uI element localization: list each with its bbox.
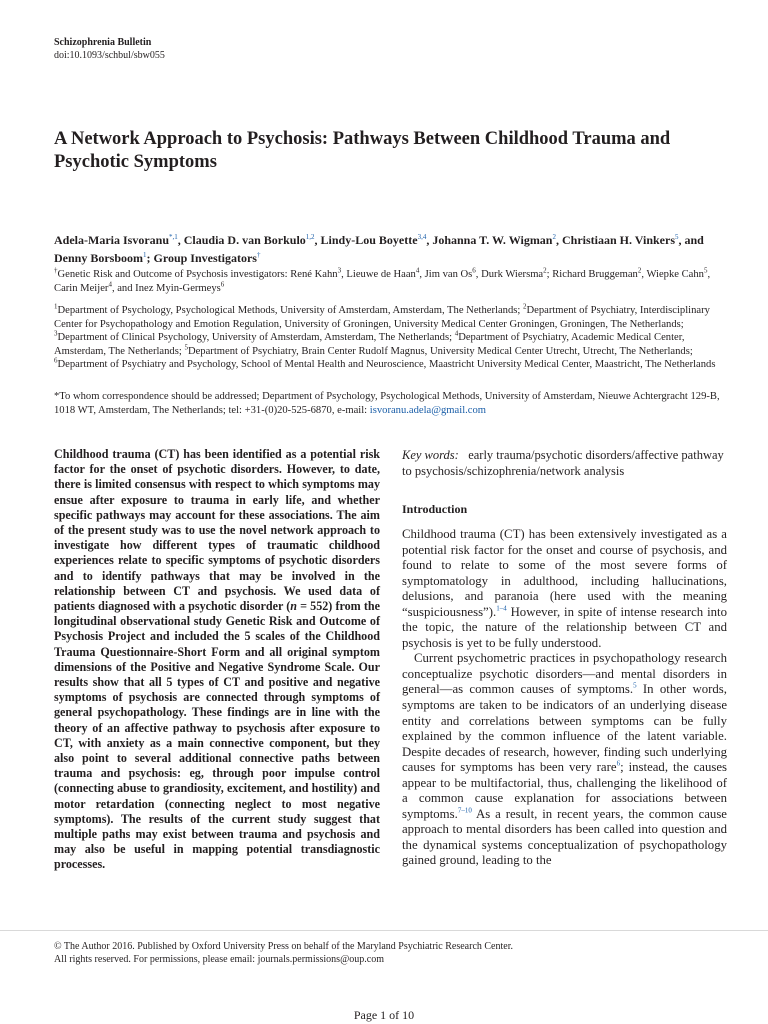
- copyright-notice: © The Author 2016. Published by Oxford University Press on behalf of the Maryland Psychiatric Research Center. All rights reserved. For permissions, please email: journals.permissions@oup.com: [54, 941, 513, 965]
- author-name: , and Denny Borsboom: [54, 233, 704, 265]
- author-affil-link[interactable]: 2: [552, 233, 556, 241]
- paragraph: Current psychometric practices in psychopathology research conceptualize psychotic disorders—and mental disorders in general—as common causes of symptoms.$^5$ In other words, symptoms are taken to be indicators of an underlying disease entity and correlations between symptoms can be fully explained by the common influence of the latent variable. Despite decades of research, however, finding such underlying causes for symptoms has been very rare$^6$; instead, the causes appear to be multifactorial, thus, challenging the likelihood of a common cause explanation for associations between symptoms.$^{7-10}$ As a result, in recent years, the common cause approach to mental disorders has been called into question and the dynamical systems conceptualization of psychopathology gained ground, leading to the: [402, 651, 727, 868]
- reference-link[interactable]: 1–4: [496, 604, 507, 613]
- correspondence: *To whom correspondence should be addressed; Department of Psychology, Psychological Methods, University of Amsterdam, Nieuwe Achtergracht 129-B, 1018 WT, Amsterdam, The Netherlands; tel: +31-(0)20-525-6870, e-mail: isvoranu.adela@gmail.com: [54, 391, 720, 416]
- abstract: Childhood trauma (CT) has been identified as a potential risk factor for the onset of psychotic disorders. However, to date, there is limited consensus with respect to which symptoms may ensue after exposure to trauma in early life, and whether specific pathways may account for these associations. The aim of the present study was to use the novel network approach to investigate how different types of traumatic childhood experiences relate to specific symptoms of psychotic disorders and to identify pathways that may be involved in the relationship between CT and psychosis. We used data of patients diagnosed with a psychotic disorder (n = 552) from the longitudinal observational study Genetic Risk and Outcome of Psychosis Project and included the 5 scales of the Childhood Trauma Questionnaire-Short Form and all original symptom dimensions of the Positive and Negative Syndrome Scale. Our results show that all 5 types of CT and positive and negative symptoms of psychosis are connected through symptoms of general psychopathology. These findings are in line with the theory of an affective pathway to psychosis after exposure to CT, with anxiety as a main connective component, but they also point to several additional connective paths between trauma and psychosis: eg, through poor impulse control (connecting abuse to grandiosity, excitement, and hostility) and motor retardation (connecting neglect to most negative symptoms). The results of the current study suggest that multiple paths may exist between trauma and psychosis and may also be useful in mapping potential transdiagnostic processes.: [54, 447, 380, 872]
- author-name: , Christiaan H. Vinkers: [555, 233, 675, 247]
- keywords: [402, 448, 727, 479]
- introduction-text: [402, 527, 727, 869]
- author-name: , Claudia D. van Borkulo: [177, 233, 306, 247]
- journal-name: Schizophrenia Bulletin: [54, 37, 152, 48]
- author-affil-link[interactable]: 1: [143, 251, 147, 259]
- reference-link[interactable]: 7–10: [457, 806, 472, 815]
- author-name: , Lindy-Lou Boyette: [314, 233, 418, 247]
- author-name: ; Group Investigators: [146, 251, 257, 265]
- page-number: Page 1 of 10: [353, 1008, 415, 1022]
- paragraph: Childhood trauma (CT) has been extensively investigated as a potential risk factor for the onset and course of psychosis, and found to relate to some of the most severe forms of symptomatology in adulthood, including hallucinations, delusions, and paranoia (here used with the meaning “suspiciousness”).$^{1-4}$ However, in spite of intense research into the topic, the nature of the relationship between CT and psychosis is yet to be fully understood.: [402, 527, 727, 650]
- author-affil-link[interactable]: †: [256, 251, 261, 259]
- doi: doi:10.1093/schbul/sbw055: [54, 50, 165, 61]
- keywords-text: early trauma/psychotic disorders/affective pathway to psychosis/schizophrenia/network analysis: [402, 448, 724, 478]
- author-list: [54, 231, 719, 267]
- author-affil-link[interactable]: 3,4: [417, 233, 427, 241]
- keywords-label: Key words:: [402, 448, 459, 462]
- author-name: , Johanna T. W. Wigman: [426, 233, 553, 247]
- reference-link[interactable]: 5: [633, 682, 637, 691]
- author-name: Adela-Maria Isvoranu: [54, 233, 169, 247]
- affiliations: $^1$Department of Psychology, Psychological Methods, University of Amsterdam, Amsterdam, The Netherlands; $^2$Department of Psychiatry, Interdisciplinary Center for Psychopathology and Emotion Regulation, University of Groningen, University Medical Center Groningen, Groningen, The Netherlands; $^3$Department of Clinical Psychology, University of Amsterdam, Amsterdam, The Netherlands; $^4$Department of Psychiatry, Academic Medical Center, Amsterdam, The Netherlands; $^5$Department of Psychiatry, Brain Center Rudolf Magnus, University Medical Center Utrecht, Utrecht, The Netherlands; $^6$Department of Psychiatry and Psychology, School of Mental Health and Neuroscience, Maastricht University Medical Center, Maastricht, The Netherlands: [54, 302, 716, 371]
- author-affil-link[interactable]: 1,2: [305, 233, 315, 241]
- author-affil-link[interactable]: 5: [675, 233, 679, 241]
- email-link[interactable]: isvoranu.adela@gmail.com: [369, 404, 487, 416]
- article-title: A Network Approach to Psychosis: Pathways Between Childhood Trauma and Psychotic Symptoms: [54, 129, 671, 172]
- author-affil-link[interactable]: *,1: [169, 233, 178, 241]
- reference-link[interactable]: 6: [616, 759, 621, 768]
- group-investigators: †Genetic Risk and Outcome of Psychosis investigators: René Kahn$^3$, Lieuwe de Haan$^4$, Jim van Os$^6$, Durk Wiersma$^2$; Richard Bruggeman$^2$, Wiepke Cahn$^5$, Carin Meijer$^4$, and Inez Myin-Germeys$^6$: [54, 266, 711, 294]
- section-heading-introduction: Introduction: [402, 502, 468, 516]
- footer-divider: [0, 930, 768, 931]
